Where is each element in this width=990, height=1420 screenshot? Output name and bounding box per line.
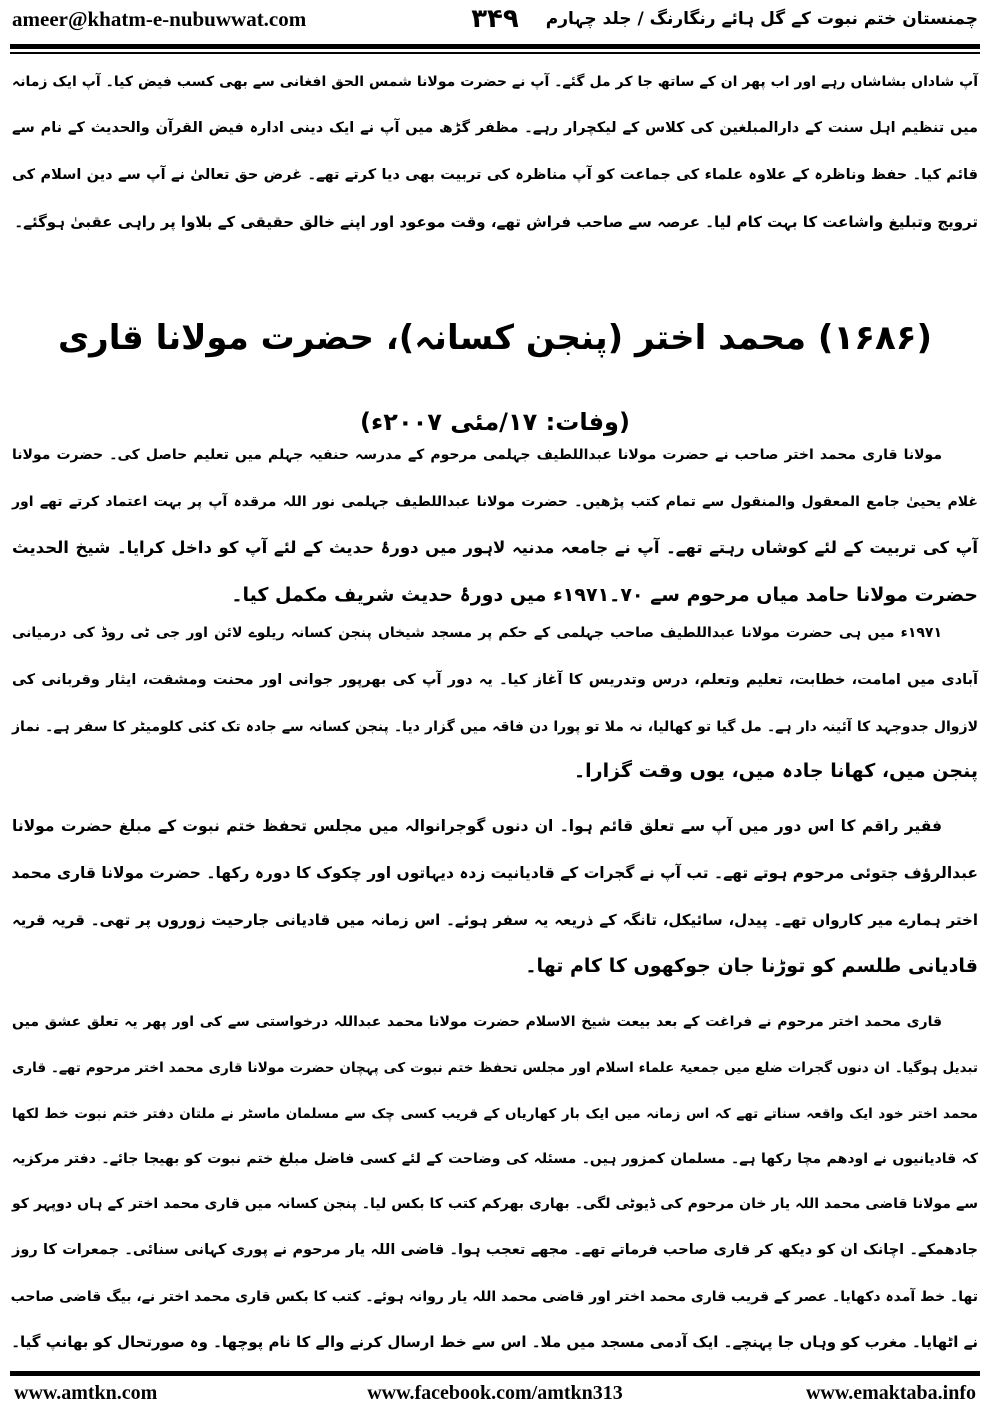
paragraph-4-line: عبدالرؤف جتوئی مرحوم ہوتے تھے۔ تب آپ نے گجرات کے قادیانیت زدہ دیہاتوں اور چکوک کا دورہ رکھا۔ حضرت مولانا قاری محمد [11, 864, 978, 882]
paragraph-5-line: جادھمکے۔ اچانک ان کو دیکھ کر قاری صاحب فرماتے تھے۔ مجھے تعجب ہوا۔ قاضی اللہ یار مرحوم نے پوری کہانی سنائی۔ جمعرات کا روز [12, 1242, 978, 1258]
death-date: (وفات: ۱۷/مئی ۲۰۰۷ء) [360, 408, 630, 436]
paragraph-4-line: قادیانی طلسم کو توڑنا جان جوکھوں کا کام تھا۔ [525, 955, 978, 977]
paragraph-5-line: قاری محمد اختر مرحوم نے فراغت کے بعد بیعت شیخ الاسلام حضرت مولانا محمد عبداللہ درخواستی سے کی اور پھر یہ تعلق عشق میں [12, 1014, 942, 1030]
paragraph-5-line: سے مولانا قاضی محمد اللہ یار خان مرحوم کی ڈیوٹی لگی۔ بھاری بھرکم کتب کا بکس لیا۔ پنجن کسانہ میں قاری محمد اختر کے ہاں دوپہر کو [12, 1196, 978, 1212]
footer-link-emaktaba[interactable]: www.emaktaba.info [805, 1382, 976, 1404]
paragraph-1-line: میں تنظیم اہل سنت کے دارالمبلغین کی کلاس کے لیکچرار رہے۔ مظفر گڑھ میں آپ نے ایک دینی ادارہ فیض القرآن والحدیث کے نام سے [12, 120, 978, 136]
paragraph-3-line: ۱۹۷۱ء میں ہی حضرت مولانا عبداللطیف صاحب جہلمی کے حکم پر مسجد شیخاں پنجن کسانہ ریلوے لائن اور جی ٹی روڈ کی درمیانی [12, 625, 942, 641]
header-email: ameer@khatm-e-nubuwwat.com [12, 7, 307, 31]
section-heading: (۱۶۸۶) محمد اختر (پنجن کسانہ)، حضرت مولانا قاری [57, 318, 932, 358]
paragraph-2-line: مولانا قاری محمد اختر صاحب نے حضرت مولانا عبداللطیف جہلمی مرحوم کے مدرسہ حنفیہ جہلم میں تعلیم حاصل کی۔ حضرت مولانا [12, 447, 942, 463]
book-title: چمنستان ختم نبوت کے گل ہائے رنگارنگ / جلد چہارم [545, 9, 978, 29]
paragraph-2-line: حضرت مولانا حامد میاں مرحوم سے ۷۰۔۱۹۷۱ء میں دورۂ حدیث شریف مکمل کیا۔ [231, 584, 978, 606]
footer-link-amtkn[interactable]: www.amtkn.com [14, 1382, 158, 1404]
page-number: ۳۴۹ [471, 4, 519, 34]
paragraph-5-line: نے اٹھایا۔ مغرب کو وہاں جا پہنچے۔ ایک آدمی مسجد میں ملا۔ اس سے خط ارسال کرنے والے کا نام پوچھا۔ وہ صورتحال کو بھانپ گیا۔ [11, 1333, 978, 1351]
paragraph-3-line: لازوال جدوجہد کا آئینہ دار ہے۔ مل گیا تو کھالیا، نہ ملا تو پورا دن فاقہ میں گزار دیا۔ پنجن کسانہ سے جادہ تک کئی کلومیٹر کا سفر ہے۔ نماز [12, 719, 978, 735]
footer-link-facebook[interactable]: www.facebook.com/amtkn313 [367, 1382, 623, 1404]
paragraph-5-line: تبدیل ہوگیا۔ ان دنوں گجرات ضلع میں جمعیۃ علماء اسلام اور مجلس تحفظ ختم نبوت کی پہچان حضرت مولانا قاری محمد اختر مرحوم تھے۔ قاری [12, 1060, 978, 1076]
paragraph-5-line: کہ قادیانیوں نے اودھم مچا رکھا ہے۔ مسلمان کمزور ہیں۔ مسئلہ کی وضاحت کے لئے کسی فاضل مبلغ ختم نبوت کو بھیجا جائے۔ دفتر مرکزیہ [12, 1151, 978, 1167]
header-rule [10, 44, 980, 49]
paragraph-1-line: آپ شاداں بشاشاں رہے اور اب پھر ان کے ساتھ جا کر مل گئے۔ آپ نے حضرت مولانا شمس الحق افغانی سے بھی کسب فیض کیا۔ آپ ایک زمانہ [12, 74, 978, 90]
paragraph-1-line: ترویج وتبلیغ واشاعت کا بہت کام لیا۔ عرصہ سے صاحب فراش تھے، وقت موعود اور اپنے خالق حقیقی کے بلاوا پر راہی عقبیٰ ہوگئے۔ [14, 213, 978, 231]
paragraph-5-line: محمد اختر خود ایک واقعہ سناتے تھے کہ اس زمانہ میں ایک بار کھاریاں کے قریب کسی چک سے مسلمان ماسٹر نے ملتان دفتر ختم نبوت خط لکھا [12, 1106, 978, 1122]
paragraph-2-line: غلام یحییٰ جامع المعقول والمنقول سے تمام کتب پڑھیں۔ حضرت مولانا عبداللطیف جہلمی نور اللہ مرقدہ آپ پر بہت اعتماد کرتے تھے اور [12, 494, 978, 510]
paragraph-4-line: اختر ہمارے میر کارواں تھے۔ پیدل، سائیکل، تانگہ کے ذریعہ یہ سفر ہوئے۔ اس زمانہ میں قادیانی جارحیت زوروں پر تھی۔ قریہ قریہ [12, 911, 978, 929]
footer-rule [10, 1371, 980, 1376]
paragraph-3-line: پنجن میں، کھانا جادہ میں، یوں وقت گزارا۔ [574, 760, 978, 782]
paragraph-2-line: آپ کی تربیت کے لئے کوشاں رہتے تھے۔ آپ نے جامعہ مدنیہ لاہور میں دورۂ حدیث کے لئے آپ کو داخل کرایا۔ شیخ الحدیث [12, 538, 978, 557]
paragraph-5-line: تھا۔ خط آمدہ دکھایا۔ عصر کے قریب قاری محمد اختر اور قاضی محمد اللہ یار روانہ ہوئے۔ کتب کا بکس قاری محمد اختر نے، بیگ قاضی صاحب [10, 1289, 978, 1305]
paragraph-1-line: قائم کیا۔ حفظ وناظرہ کے علاوہ علماء کی جماعت کو آپ مناظرہ کی تربیت بھی دیا کرتے تھے۔ غرض حق تعالیٰ نے آپ سے دین اسلام کی [12, 167, 978, 183]
paragraph-4-line: فقیر راقم کا اس دور میں آپ سے تعلق قائم ہوا۔ ان دنوں گوجرانوالہ میں مجلس تحفظ ختم نبوت کے مبلغ حضرت مولانا [12, 817, 942, 835]
header-rule-thin [10, 52, 980, 54]
paragraph-3-line: آبادی میں امامت، خطابت، تعلیم وتعلم، درس وتدریس کا آغاز کیا۔ یہ دور آپ کی بھرپور جوانی اور محنت ومشقت، ایثار وقربانی کی [12, 672, 978, 688]
